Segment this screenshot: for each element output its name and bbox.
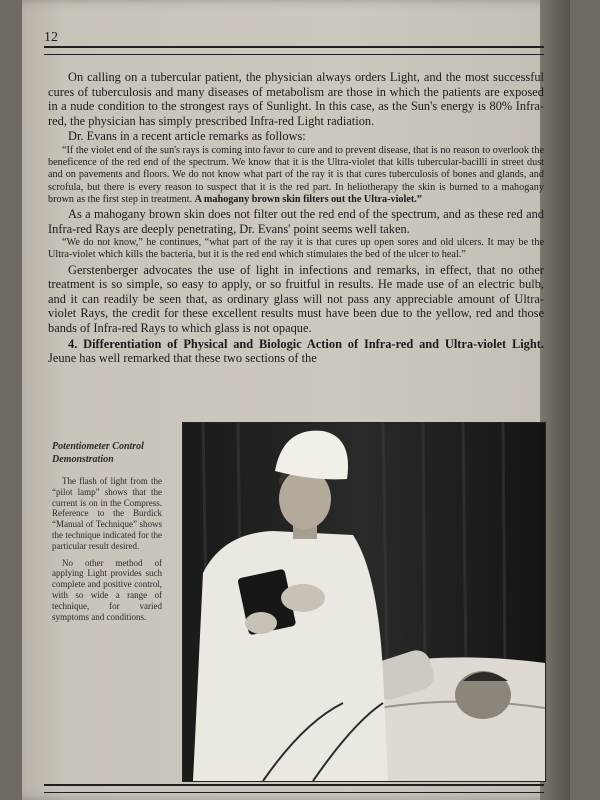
caption-paragraph-2: No other method of applying Light provides such complete and positive control, with so wide a range of technique, for varied symptoms and conditions. (52, 557, 162, 622)
section-heading: 4. Differentiation of Physical and Biologic Action of Infra-red and Ultra-violet Light. (68, 336, 544, 351)
page-number: 12 (44, 30, 58, 45)
caption-paragraph-1: The flash of light from the “pilot lamp” shows that the current is on in the Compress. Reference to the Burdick “Manual of Technique” shows the technique indicated for the particular result desired. (52, 476, 162, 551)
paragraph-4: Gerstenberger advocates the use of light in infections and remarks, in effect, that no other treatment is so simple, so easy to apply, or so fruitful in results. He made use of an electric bulb, and it can readily be seen that, as ordinary glass will not pass any appreciable amount of Ultra-violet Rays, the credit for these excellent results must have been due to the yellow, red and those bands of Infra-red Rays to which glass is not opaque. (48, 262, 544, 335)
photo-caption (52, 440, 162, 628)
footer-rule (44, 784, 544, 793)
nurse-patient-photo (182, 422, 546, 782)
quote-1-bold: A mahogany brown skin filters out the Ultra-violet.” (194, 193, 422, 205)
photo-illustration (183, 423, 545, 781)
paragraph-2: Dr. Evans in a recent article remarks as follows: (68, 129, 306, 144)
quote-2: “We do not know,” he continues, “what part of the ray it is that cures up open sores and old ulcers. It may be the Ultra-violet which kills the bacteria, but it is the red end which stimulates the bed of the ulcer to heal.” (48, 237, 544, 261)
paragraph-3: As a mahogany brown skin does not filter out the red end of the spectrum, and as these red and Infra-red Rays are deeply penetrating, Dr. Evans' point seems well taken. (48, 206, 544, 236)
quote-1 (48, 145, 544, 206)
paragraph-5 (48, 337, 544, 366)
paragraph-5-text: Jeune has well remarked that these two sections of the (48, 351, 317, 366)
quote-1-text: “If the violet end of the sun's rays is coming into favor to cure and to prevent disease, that is no reason to overlook the beneficence of the red end of the spectrum. We know that it is the Ultra-violet that kills tubercular-bacilli in street dust and on pavements and floors. We do not know what part of the ray it is that cures tuberculosis of bones and glands, and scrofula, but there is every reason to suspect that it is the red part. In heliotherapy the skin is burned to a mahogany brown as the first step in treatment. (48, 144, 544, 205)
header-rule (44, 46, 544, 55)
caption-title: Potentiometer Control Demonstration (52, 441, 144, 465)
paragraph-1: On calling on a tubercular patient, the physician always orders Light, and the most successful cures of tuberculosis and many diseases of metabolism are those in which the patients are exposed in a nude condition to the strongest rays of Sunlight. In this case, as the Sun's energy is 80% Infra-red, the physician has simply prescribed Infra-red Light radiation. (48, 70, 544, 128)
body-text (48, 70, 544, 366)
